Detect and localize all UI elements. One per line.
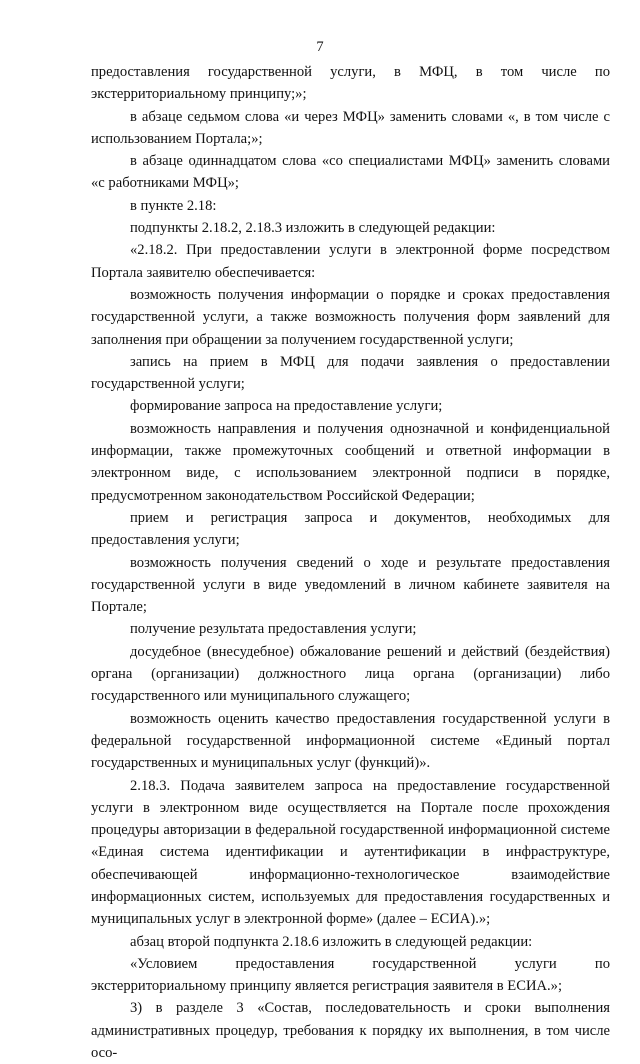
paragraph: 2.18.3. Подача заявителем запроса на предоставление государственной услуги в электронном виде осуществляется на Портале после прохождения процедуры авторизации в федеральной государственной информационной системе «Единая система идентификации и аутентификации в инфраструктуре, обеспечивающей информационно-технологическое взаимодействие информационных систем, используемых для предоставления государственных и муниципальных услуг в электронной форме» (далее – ЕСИА).»; <box>91 777 610 928</box>
paragraph: подпункты 2.18.2, 2.18.3 изложить в следующей редакции: <box>130 220 496 237</box>
paragraph: абзац второй подпункта 2.18.6 изложить в следующей редакции: <box>130 933 533 950</box>
paragraph: «2.18.2. При предоставлении услуги в электронной форме посредством Портала заявителю обеспечивается: <box>91 242 610 281</box>
paragraph: 3) в разделе 3 «Состав, последовательность и сроки выполнения административных процедур, требования к порядку их выполнения, в том числе осо- <box>91 1000 610 1062</box>
paragraph: в пункте 2.18: <box>130 197 217 214</box>
paragraph: досудебное (внесудебное) обжалование решений и действий (бездействия) органа (организации) должностного лица органа (организации) либо государственного или муниципального служащего; <box>91 643 610 705</box>
paragraph: возможность получения информации о порядке и сроках предоставления государственной услуги, а также возможность получения форм заявлений для заполнения при обращении за получением государственной услуги; <box>91 286 610 348</box>
paragraph: возможность направления и получения однозначной и конфиденциальной информации, также промежуточных сообщений и ответной информации в электронном виде, с использованием электронной подписи в порядке, предусмотренном законодательством Российской Федерации; <box>91 420 610 504</box>
paragraph: возможность оценить качество предоставления государственной услуги в федеральной государственной информационной системе «Единый портал государственных и муниципальных услуг (функций)». <box>91 710 610 772</box>
paragraph: прием и регистрация запроса и документов, необходимых для предоставления услуги; <box>91 509 610 549</box>
document-body <box>91 61 610 1064</box>
paragraph: в абзаце одиннадцатом слова «со специалистами МФЦ» заменить словами «с работниками МФЦ»; <box>91 153 610 192</box>
paragraph: в абзаце седьмом слова «и через МФЦ» заменить словами «, в том числе с использованием Портала;»; <box>91 108 610 147</box>
paragraph: «Условием предоставления государственной услуги по экстерриториальному принципу является регистрация заявителя в ЕСИА.»; <box>91 955 610 995</box>
paragraph: получение результата предоставления услуги; <box>130 621 417 638</box>
paragraph: возможность получения сведений о ходе и результате предоставления государственной услуги в виде уведомлений в личном кабинете заявителя на Портале; <box>91 554 610 616</box>
page-number: 7 <box>316 39 324 55</box>
paragraph: запись на прием в МФЦ для подачи заявления о предоставлении государственной услуги; <box>91 353 610 393</box>
paragraph: предоставления государственной услуги, в МФЦ, в том числе по экстерриториальному принципу;»; <box>91 64 610 103</box>
paragraph: формирование запроса на предоставление услуги; <box>130 398 443 415</box>
